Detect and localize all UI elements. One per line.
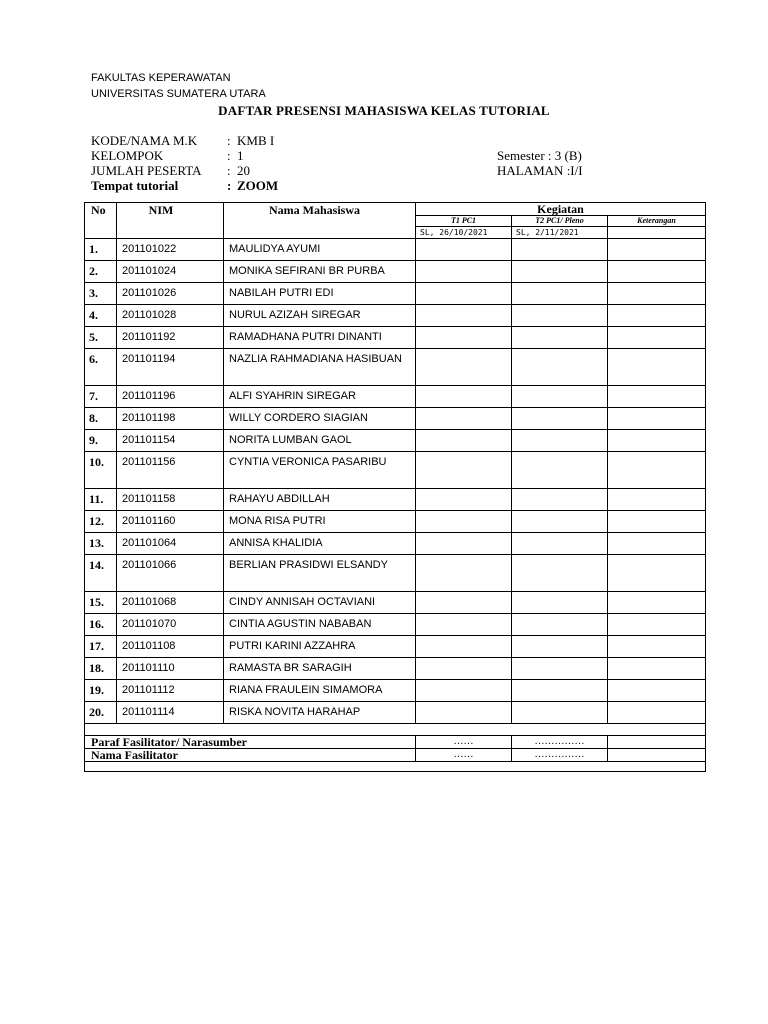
spacer-row [85, 724, 706, 736]
row-t2-cell [512, 349, 608, 386]
row-t1-cell [416, 408, 512, 430]
row-name: WILLY CORDERO SIAGIAN [224, 408, 416, 430]
row-t1-cell [416, 702, 512, 724]
date-keterangan [608, 227, 706, 239]
row-t1-cell [416, 261, 512, 283]
row-t1-cell [416, 430, 512, 452]
row-name: MONA RISA PUTRI [224, 511, 416, 533]
row-t1-cell [416, 680, 512, 702]
table-row [85, 533, 706, 555]
colon: : [227, 148, 231, 163]
row-number: 2. [85, 261, 117, 283]
row-t1-cell [416, 533, 512, 555]
row-keterangan-cell [608, 349, 706, 386]
row-t1-cell [416, 555, 512, 592]
row-name: ANNISA KHALIDIA [224, 533, 416, 555]
row-t2-cell [512, 702, 608, 724]
row-keterangan-cell [608, 408, 706, 430]
jumlah-value: 20 [237, 163, 250, 178]
row-name: MAULIDYA AYUMI [224, 239, 416, 261]
row-t2-cell [512, 283, 608, 305]
table-row [85, 452, 706, 489]
row-keterangan-cell [608, 239, 706, 261]
paraf-keterangan [608, 736, 706, 749]
row-nim: 201101160 [117, 511, 224, 533]
table-row [85, 489, 706, 511]
row-nim: 201101066 [117, 555, 224, 592]
semester-text: Semester : 3 (B) [497, 148, 582, 163]
attendance-table [84, 202, 706, 772]
subheader-keterangan: Keterangan [608, 216, 706, 227]
row-number: 12. [85, 511, 117, 533]
row-keterangan-cell [608, 614, 706, 636]
row-keterangan-cell [608, 658, 706, 680]
row-t1-cell [416, 349, 512, 386]
colon: : [227, 163, 231, 178]
row-t1-cell [416, 452, 512, 489]
row-t2-cell [512, 327, 608, 349]
halaman-text: HALAMAN :I/I [497, 163, 583, 178]
spacer-cell [85, 724, 706, 736]
row-nim: 201101192 [117, 327, 224, 349]
header-no: No [85, 203, 117, 239]
row-number: 19. [85, 680, 117, 702]
row-t1-cell [416, 239, 512, 261]
row-t2-cell [512, 680, 608, 702]
header-kegiatan: Kegiatan [416, 203, 706, 216]
row-t1-cell [416, 511, 512, 533]
header-nim: NIM [117, 203, 224, 239]
row-nim: 201101112 [117, 680, 224, 702]
date-t1: SL, 26/10/2021 [416, 227, 512, 239]
row-nim: 201101064 [117, 533, 224, 555]
table-row [85, 680, 706, 702]
row-number: 17. [85, 636, 117, 658]
nama-dots-t1: …… [416, 749, 512, 762]
row-name: CINTIA AGUSTIN NABABAN [224, 614, 416, 636]
row-t2-cell [512, 305, 608, 327]
row-name: NAZLIA RAHMADIANA HASIBUAN [224, 349, 416, 386]
row-number: 1. [85, 239, 117, 261]
row-name: RAHAYU ABDILLAH [224, 489, 416, 511]
row-number: 6. [85, 349, 117, 386]
bottom-spacer-row [85, 762, 706, 772]
nama-dots-t2: …………… [512, 749, 608, 762]
row-number: 7. [85, 386, 117, 408]
row-nim: 201101070 [117, 614, 224, 636]
row-t1-cell [416, 592, 512, 614]
row-t2-cell [512, 489, 608, 511]
document-title: DAFTAR PRESENSI MAHASISWA KELAS TUTORIAL [218, 103, 550, 118]
paraf-row [85, 736, 706, 749]
row-number: 15. [85, 592, 117, 614]
header-nama: Nama Mahasiswa [224, 203, 416, 239]
row-name: NURUL AZIZAH SIREGAR [224, 305, 416, 327]
row-t2-cell [512, 533, 608, 555]
row-name: RAMASTA BR SARAGIH [224, 658, 416, 680]
colon: : [227, 133, 231, 148]
table-row [85, 636, 706, 658]
row-number: 4. [85, 305, 117, 327]
row-keterangan-cell [608, 555, 706, 592]
row-number: 11. [85, 489, 117, 511]
row-t2-cell [512, 511, 608, 533]
paraf-dots-t2: …………… [512, 736, 608, 749]
row-nim: 201101154 [117, 430, 224, 452]
kode-value: KMB I [237, 133, 275, 148]
tempat-value: ZOOM [237, 178, 279, 193]
row-keterangan-cell [608, 636, 706, 658]
jumlah-label: JUMLAH PESERTA [91, 163, 202, 178]
row-keterangan-cell [608, 327, 706, 349]
row-name: RAMADHANA PUTRI DINANTI [224, 327, 416, 349]
table-row [85, 305, 706, 327]
row-name: NABILAH PUTRI EDI [224, 283, 416, 305]
nama-keterangan [608, 749, 706, 762]
row-t1-cell [416, 386, 512, 408]
university-name: UNIVERSITAS SUMATERA UTARA [91, 88, 266, 100]
row-name: CINDY ANNISAH OCTAVIANI [224, 592, 416, 614]
row-t2-cell [512, 614, 608, 636]
row-t1-cell [416, 283, 512, 305]
row-nim: 201101194 [117, 349, 224, 386]
row-keterangan-cell [608, 452, 706, 489]
row-name: ALFI SYAHRIN SIREGAR [224, 386, 416, 408]
row-keterangan-cell [608, 283, 706, 305]
row-name: BERLIAN PRASIDWI ELSANDY [224, 555, 416, 592]
row-t2-cell [512, 658, 608, 680]
row-name: RISKA NOVITA HARAHAP [224, 702, 416, 724]
row-t2-cell [512, 452, 608, 489]
row-number: 8. [85, 408, 117, 430]
row-nim: 201101026 [117, 283, 224, 305]
row-t2-cell [512, 386, 608, 408]
nama-fasilitator-label: Nama Fasilitator [85, 749, 416, 762]
row-t1-cell [416, 489, 512, 511]
row-name: MONIKA SEFIRANI BR PURBA [224, 261, 416, 283]
table-row [85, 283, 706, 305]
row-number: 10. [85, 452, 117, 489]
row-t1-cell [416, 636, 512, 658]
row-t2-cell [512, 592, 608, 614]
row-keterangan-cell [608, 680, 706, 702]
row-number: 13. [85, 533, 117, 555]
row-nim: 201101114 [117, 702, 224, 724]
row-t2-cell [512, 261, 608, 283]
row-nim: 201101068 [117, 592, 224, 614]
row-t2-cell [512, 408, 608, 430]
table-row [85, 239, 706, 261]
row-t1-cell [416, 658, 512, 680]
row-keterangan-cell [608, 702, 706, 724]
row-t2-cell [512, 430, 608, 452]
row-nim: 201101110 [117, 658, 224, 680]
kelompok-value: 1 [237, 148, 244, 163]
table-body [85, 239, 706, 724]
row-name: PUTRI KARINI AZZAHRA [224, 636, 416, 658]
row-nim: 201101108 [117, 636, 224, 658]
row-keterangan-cell [608, 489, 706, 511]
date-t2: SL, 2/11/2021 [512, 227, 608, 239]
row-number: 14. [85, 555, 117, 592]
table-row [85, 261, 706, 283]
row-t2-cell [512, 636, 608, 658]
table-row [85, 555, 706, 592]
row-number: 16. [85, 614, 117, 636]
faculty-name: FAKULTAS KEPERAWATAN [91, 72, 231, 84]
row-number: 18. [85, 658, 117, 680]
subheader-t2: T2 PC1/ Pleno [512, 216, 608, 227]
row-nim: 201101156 [117, 452, 224, 489]
row-keterangan-cell [608, 533, 706, 555]
row-nim: 201101158 [117, 489, 224, 511]
paraf-label: Paraf Fasilitator/ Narasumber [85, 736, 416, 749]
row-number: 20. [85, 702, 117, 724]
table-row [85, 511, 706, 533]
colon: : [227, 178, 232, 193]
row-number: 3. [85, 283, 117, 305]
table-row [85, 658, 706, 680]
row-nim: 201101196 [117, 386, 224, 408]
subheader-t1: T1 PC1 [416, 216, 512, 227]
table-row [85, 614, 706, 636]
row-keterangan-cell [608, 592, 706, 614]
row-name: NORITA LUMBAN GAOL [224, 430, 416, 452]
row-keterangan-cell [608, 430, 706, 452]
row-nim: 201101024 [117, 261, 224, 283]
table-row [85, 386, 706, 408]
row-keterangan-cell [608, 386, 706, 408]
table-row [85, 408, 706, 430]
table-row [85, 349, 706, 386]
table-row [85, 592, 706, 614]
paraf-dots-t1: …… [416, 736, 512, 749]
row-t1-cell [416, 614, 512, 636]
row-keterangan-cell [608, 511, 706, 533]
bottom-spacer-cell [85, 762, 706, 772]
tempat-label: Tempat tutorial [91, 178, 179, 193]
row-keterangan-cell [608, 261, 706, 283]
row-nim: 201101028 [117, 305, 224, 327]
table-row [85, 430, 706, 452]
row-t2-cell [512, 555, 608, 592]
table-row [85, 327, 706, 349]
kelompok-label: KELOMPOK [91, 148, 164, 163]
row-keterangan-cell [608, 305, 706, 327]
nama-fasilitator-row [85, 749, 706, 762]
table-row [85, 702, 706, 724]
row-name: RIANA FRAULEIN SIMAMORA [224, 680, 416, 702]
row-nim: 201101198 [117, 408, 224, 430]
row-number: 5. [85, 327, 117, 349]
row-name: CYNTIA VERONICA PASARIBU [224, 452, 416, 489]
row-t1-cell [416, 327, 512, 349]
row-t2-cell [512, 239, 608, 261]
row-t1-cell [416, 305, 512, 327]
kode-label: KODE/NAMA M.K [91, 133, 198, 148]
row-number: 9. [85, 430, 117, 452]
row-nim: 201101022 [117, 239, 224, 261]
